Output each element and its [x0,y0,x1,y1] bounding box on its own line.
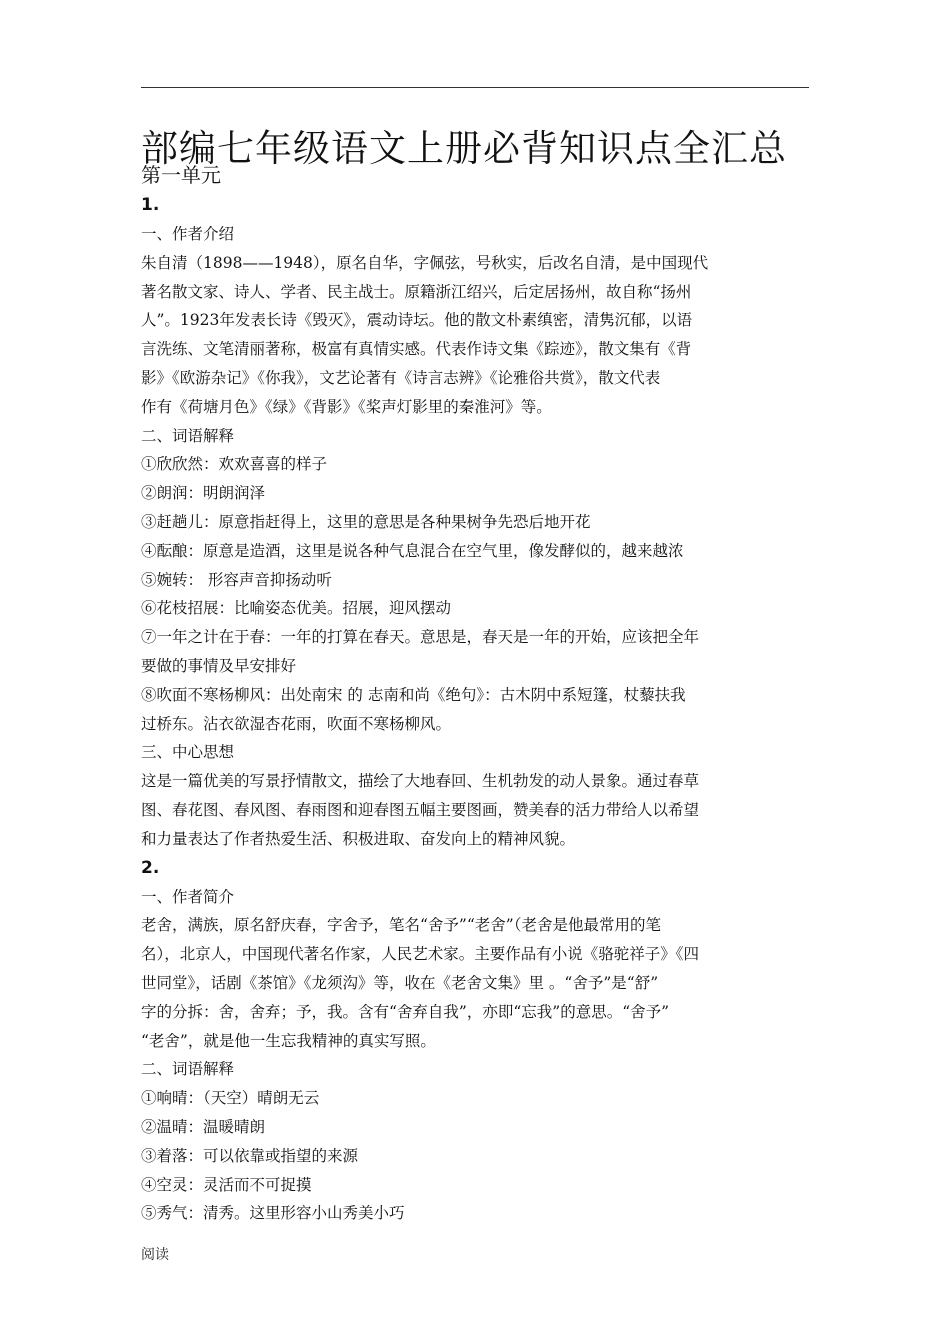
unit-title: 第一单元 [141,163,221,187]
text-line: 老舍，满族，原名舒庆春，字舍予，笔名“舍予”“老舍”（老舍是他最常用的笔 [141,916,661,935]
text-line: 著名散文家、诗人、学者、民主战士。原籍浙江绍兴，后定居扬州，故自称“扬州 [141,282,692,301]
document-body [141,160,813,1228]
text-line: 名），北京人，中国现代著名作家，人民艺术家。主要作品有小说《骆驼祥子》《四 [141,945,700,964]
text-line: “老舍”，就是他一生忘我精神的真实写照。 [141,1031,436,1050]
page-title: 部编七年级语文上册必背知识点全汇总 [141,126,787,170]
text-line: ②朗润：明朗润泽 [141,484,266,503]
text-line: 一、作者简介 [141,887,235,906]
text-line: 字的分拆：舍，舍弃；予，我。含有“舍弃自我”，亦即“忘我”的意思。“舍予” [141,1002,670,1021]
text-line: ④空灵：灵活而不可捉摸 [141,1175,312,1194]
section-number: 2. [141,857,160,878]
text-line: 这是一篇优美的写景抒情散文，描绘了大地春回、生机勃发的动人景象。通过春草 [141,772,700,791]
text-line: ④酝酿：原意是造酒，这里是说各种气息混合在空气里，像发酵似的，越来越浓 [141,541,684,560]
text-line: 和力量表达了作者热爱生活、积极进取、奋发向上的精神风貌。 [141,829,576,848]
text-line: 影》《欧游杂记》《你我》，文艺论著有《诗言志辨》《论雅俗共赏》，散文代表 [141,368,661,387]
section-number: 1. [141,195,160,215]
text-line: ②温晴：温暖晴朗 [141,1117,266,1136]
text-line: 言洗练、文笔清丽著称，极富有真情实感。代表作诗文集《踪迹》，散文集有《背 [141,340,692,359]
text-line: ⑦一年之计在于春：一年的打算在春天。意思是，春天是一年的开始，应该把全年 [141,628,700,647]
text-line: 图、春花图、春风图、春雨图和迎春图五幅主要图画，赞美春的活力带给人以希望 [141,800,700,819]
text-line: ⑧吹面不寒杨柳风：出处南宋 的 志南和尚《绝句》：古木阴中系短篷，杖藜扶我 [141,685,686,704]
text-line: 二、词语解释 [141,1060,235,1079]
text-line: 一、作者介绍 [141,225,235,243]
text-line: ①响晴：（天空）晴朗无云 [141,1089,320,1108]
sections [141,191,813,1228]
text-line: 三、中心思想 [141,743,235,762]
section-2 [141,854,813,1229]
text-line: ⑥花枝招展：比喻姿态优美。招展，迎风摆动 [141,599,452,618]
text-line: 人”。1923年发表长诗《毁灭》，震动诗坛。他的散文朴素缜密，清隽沉郁，以语 [141,311,693,330]
page-footer: 阅读 [141,1247,169,1263]
text-line: 过桥东。沾衣欲湿杏花雨，吹面不寒杨柳风。 [141,714,452,733]
section-1 [141,191,813,854]
text-line: 二、词语解释 [141,426,235,445]
text-line: ⑤婉转： 形容声音抑扬动听 [141,570,332,589]
text-line: ③着落：可以依靠或指望的来源 [141,1146,359,1165]
text-line: ⑤秀气：清秀。这里形容小山秀美小巧 [141,1204,405,1223]
text-line: 朱自清（1898——1948），原名自华，字佩弦，号秋实，后改名自清，是中国现代 [141,253,709,272]
text-line: 世同堂》，话剧《茶馆》《龙须沟》等，收在《老舍文集》里 。“舍予”是“舒” [141,973,659,992]
text-line: ①欣欣然：欢欢喜喜的样子 [141,455,328,474]
top-rule [141,87,809,88]
text-line: ③赶趟儿：原意指赶得上，这里的意思是各种果树争先恐后地开花 [141,512,591,531]
text-line: 作有《荷塘月色》《绿》《背影》《桨声灯影里的秦淮河》等。 [141,397,552,416]
text-line: 要做的事情及早安排好 [141,656,297,675]
